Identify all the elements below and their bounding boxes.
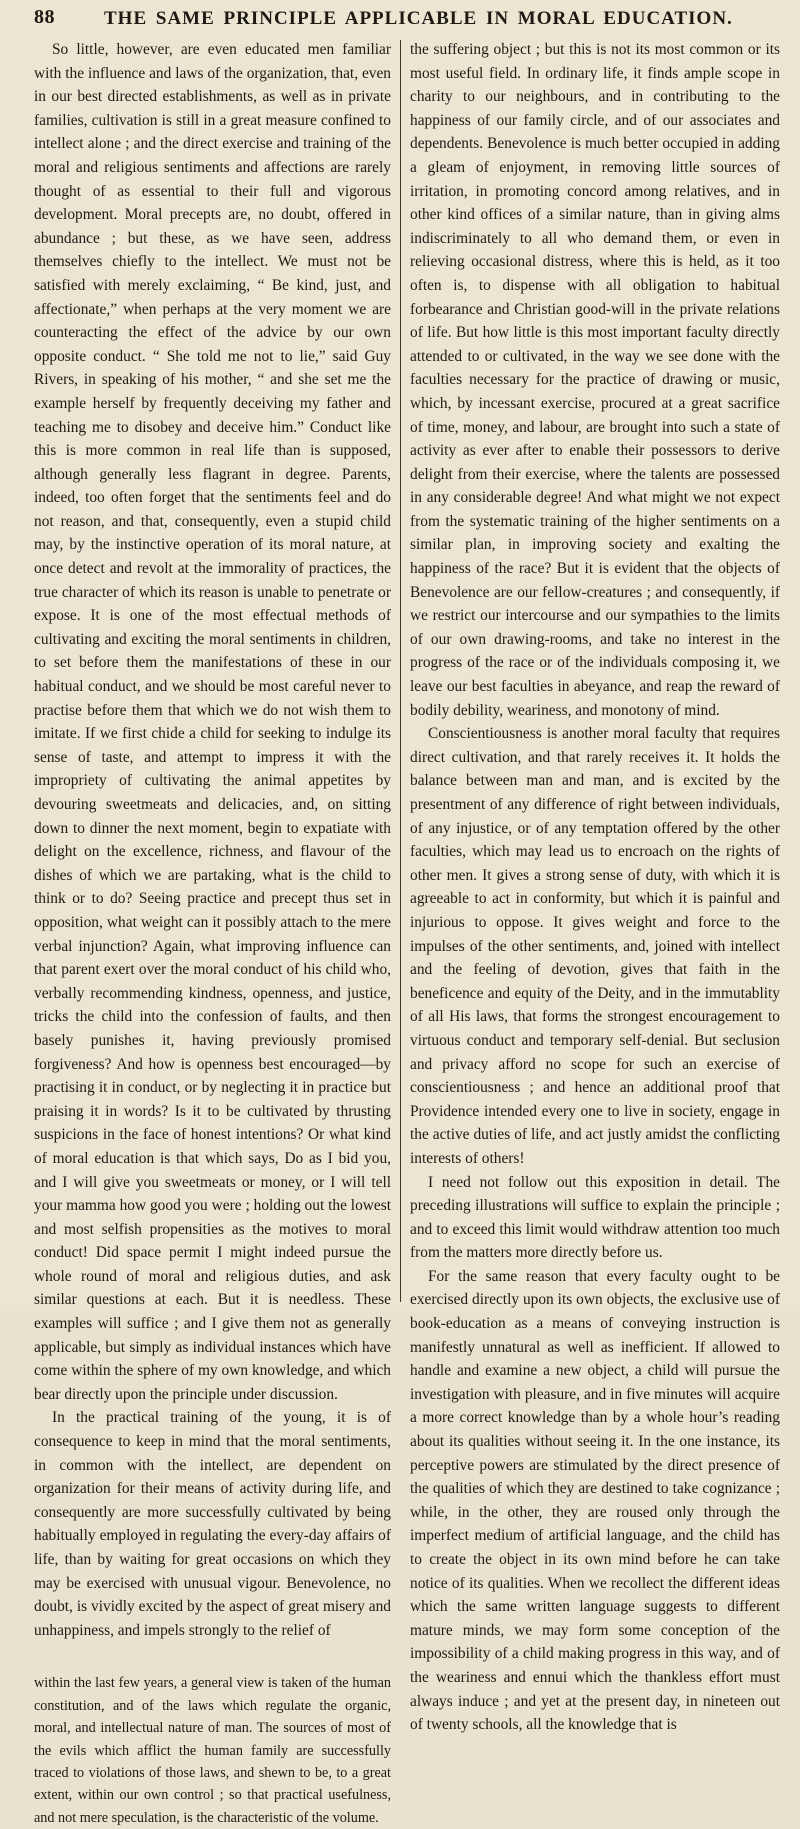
left-column xyxy=(34,38,391,1829)
page-header xyxy=(34,6,780,36)
column-divider xyxy=(400,40,401,1302)
running-title: THE SAME PRINCIPLE APPLICABLE IN MORAL EDUCATION. xyxy=(104,8,733,29)
paragraph: Conscientiousness is another moral faculty that requires direct cultivation, and that rarely receives it. It holds the balance between man and man, and is excited by the presentment of any difference of right between individuals, of any injustice, or of any temptation offered by the other faculties, which may lead us to encroach on the rights of other men. It gives a strong sense of duty, with which it is agreeable to act in conformity, but which it is painful and injurious to oppose. It gives weight and force to the impulses of the other sentiments, and, joined with intellect and the feeling of devotion, gives that faith in the beneficence and equity of the Deity, and in the immutablity of all His laws, that forms the strongest encouragement to virtuous conduct and temporary self-denial. But seclusion and privacy afford no scope for such an exercise of conscientiousness ; and hence an additional proof that Providence intended every one to live in society, engage in the active duties of life, and act justly amidst the conflicting interests of others! xyxy=(410,725,780,1167)
paragraph: the suffering object ; but this is not its most common or its most useful field. In ordinary life, it finds ample scope in charity to our neighbours, and in contributing to the happiness of our family circle, and of our associates and dependents. Benevolence is much better occupied in adding a gleam of enjoyment, in removing little sources of irritation, in promoting concord among relatives, and in other kind offices of a similar nature, than in giving alms indiscriminately to all who demand them, or even in relieving occasional distress, where this is held, as it too often is, to dispense with all obligation to habitual forbearance and Christian good-will in the private relations of life. But how little is this most important faculty directly attended to or cultivated, in the way we see done with the faculties necessary for the practice of drawing or music, which, by incessant exercise, procured at a great sacrifice of time, money, and labour, are brought into such a state of activity as ever after to enable their possessors to derive delight from their exercise, where the talents are possessed in any considerable degree! And what might we not expect from the systematic training of the higher sentiments on a similar plan, in improving society and exalting the happiness of the race? But it is evident that the objects of Benevolence are our fellow-creatures ; and consequently, if we restrict our intercourse and our sympathies to the limits of our own drawing-rooms, and take no interest in the progress of the race or of the individuals composing it, we leave our best faculties in abeyance, and reap the reward of bodily debility, weariness, and monotony of mind. xyxy=(410,41,780,719)
footnote: within the last few years, a general view is taken of the human constitution, and of the laws which regulate the organic, moral, and intellectual nature of man. The sources of most of the evils which afflict the human family are successfully traced to violations of those laws, and shewn to be, to a great extent, within our own control ; so that practical usefulness, and not mere speculation, is the characteristic of the volume. xyxy=(34,1675,391,1826)
paragraph: For the same reason that every faculty ought to be exercised directly upon its own objects, the exclusive use of book-education as a means of conveying instruction is manifestly unnatural as well as inefficient. If allowed to handle and examine a new object, a child will pursue the investigation with pleasure, and in five minutes will acquire a more correct knowledge than by a whole hour’s reading about its qualities without seeing it. In the one instance, its perceptive powers are stimulated by the direct presence of the qualities of which they are destined to take cognizance ; while, in the other, they are roused only through the imperfect medium of artificial language, and the child has to create the object in its own mind before he can take notice of its qualities. When we recollect the different ideas which the same written language suggests to different mature minds, we may form some conception of the impossibility of a child making progress in this way, and of the weariness and ennui which the thankless effort must always induce ; and yet at the present day, in nineteen out of twenty schools, all the knowledge that is xyxy=(410,1267,780,1734)
paragraph: I need not follow out this exposition in detail. The preceding illustrations will suffice to explain the principle ; and to exceed this limit would withdraw attention too much from the matters more directly before us. xyxy=(410,1173,780,1262)
paragraph: In the practical training of the young, it is of consequence to keep in mind that the moral sentiments, in common with the intellect, are dependent on organization for their means of activity during life, and consequently are more successfully cultivated by being habitually employed in regulating the every-day affairs of life, than by waiting for great occasions on which they may be exercised with unusual vigour. Benevolence, no doubt, is vividly excited by the aspect of great misery and unhappiness, and impels strongly to the relief of xyxy=(34,1409,391,1639)
page-number: 88 xyxy=(34,6,55,28)
paragraph: So little, however, are even educated men familiar with the influence and laws of the organization, that, even in our best directed establishments, as well as in private families, cultivation is still in a great measure confined to intellect alone ; and the direct exercise and training of the moral and religious sentiments and affections are rarely thought of as essential to their full and vigorous development. Moral precepts are, no doubt, offered in abundance ; but these, as we have seen, address themselves chiefly to the intellect. We must not be satisfied with merely exclaiming, “ Be kind, just, and affectionate,” when perhaps at the very moment we are counteracting the effect of the advice by our own opposite conduct. “ She told me not to lie,” said Guy Rivers, in speaking of his mother, “ and she set me the example herself by frequently deceiving my father and teaching me to disobey and deceive him.” Conduct like this is more common in real life than is supposed, although generally less flagrant in degree. Parents, indeed, too often forget that the sentiments feel and do not reason, and that, consequently, even a stupid child may, by the instinctive operation of its moral nature, at once detect and revolt at the immorality of practices, the true character of which its reason is unable to penetrate or expose. It is one of the most effectual methods of cultivating and exciting the moral sentiments in children, to set before them the manifestations of these in our habitual conduct, and we should be most careful never to practise before them that which we do not wish them to imitate. If we first chide a child for seeking to indulge its sense of taste, and attempt to impress it with the impropriety of cultivating the animal appetites by devouring sweetmeats and delicacies, and, on sitting down to dinner the next moment, begin to expatiate with delight on the excellence, richness, and flavour of the dishes of which we are partaking, what is the child to think or to do? Seeing practice and precept thus set in opposition, what weight can it possibly attach to the mere verbal injunction? Again, what improving influence can that parent exert over the moral conduct of his child who, verbally recommending kindness, openness, and justice, tricks the child into the confession of faults, and then basely punishes it, having previously promised forgiveness? And how is openness best encouraged—by practising it in conduct, or by neglecting it in practice but praising it in words? Is it to be cultivated by thrusting suspicions in the face of honest intentions? Or what kind of moral education is that which says, Do as I bid you, and I will give you sweetmeats or money, or I will tell your mamma how good you were ; holding out the lowest and most selfish propensities as the motives to moral conduct! Did space permit I might indeed pursue the whole round of moral and religious duties, and ask similar questions at each. But it is needless. These examples will suffice ; and I give them not as generally applicable, but simply as individual instances which have come within the sphere of my own knowledge, and which bear directly upon the principle under discussion. xyxy=(34,41,391,1403)
section-gap xyxy=(34,1642,391,1672)
right-column xyxy=(410,38,780,1737)
